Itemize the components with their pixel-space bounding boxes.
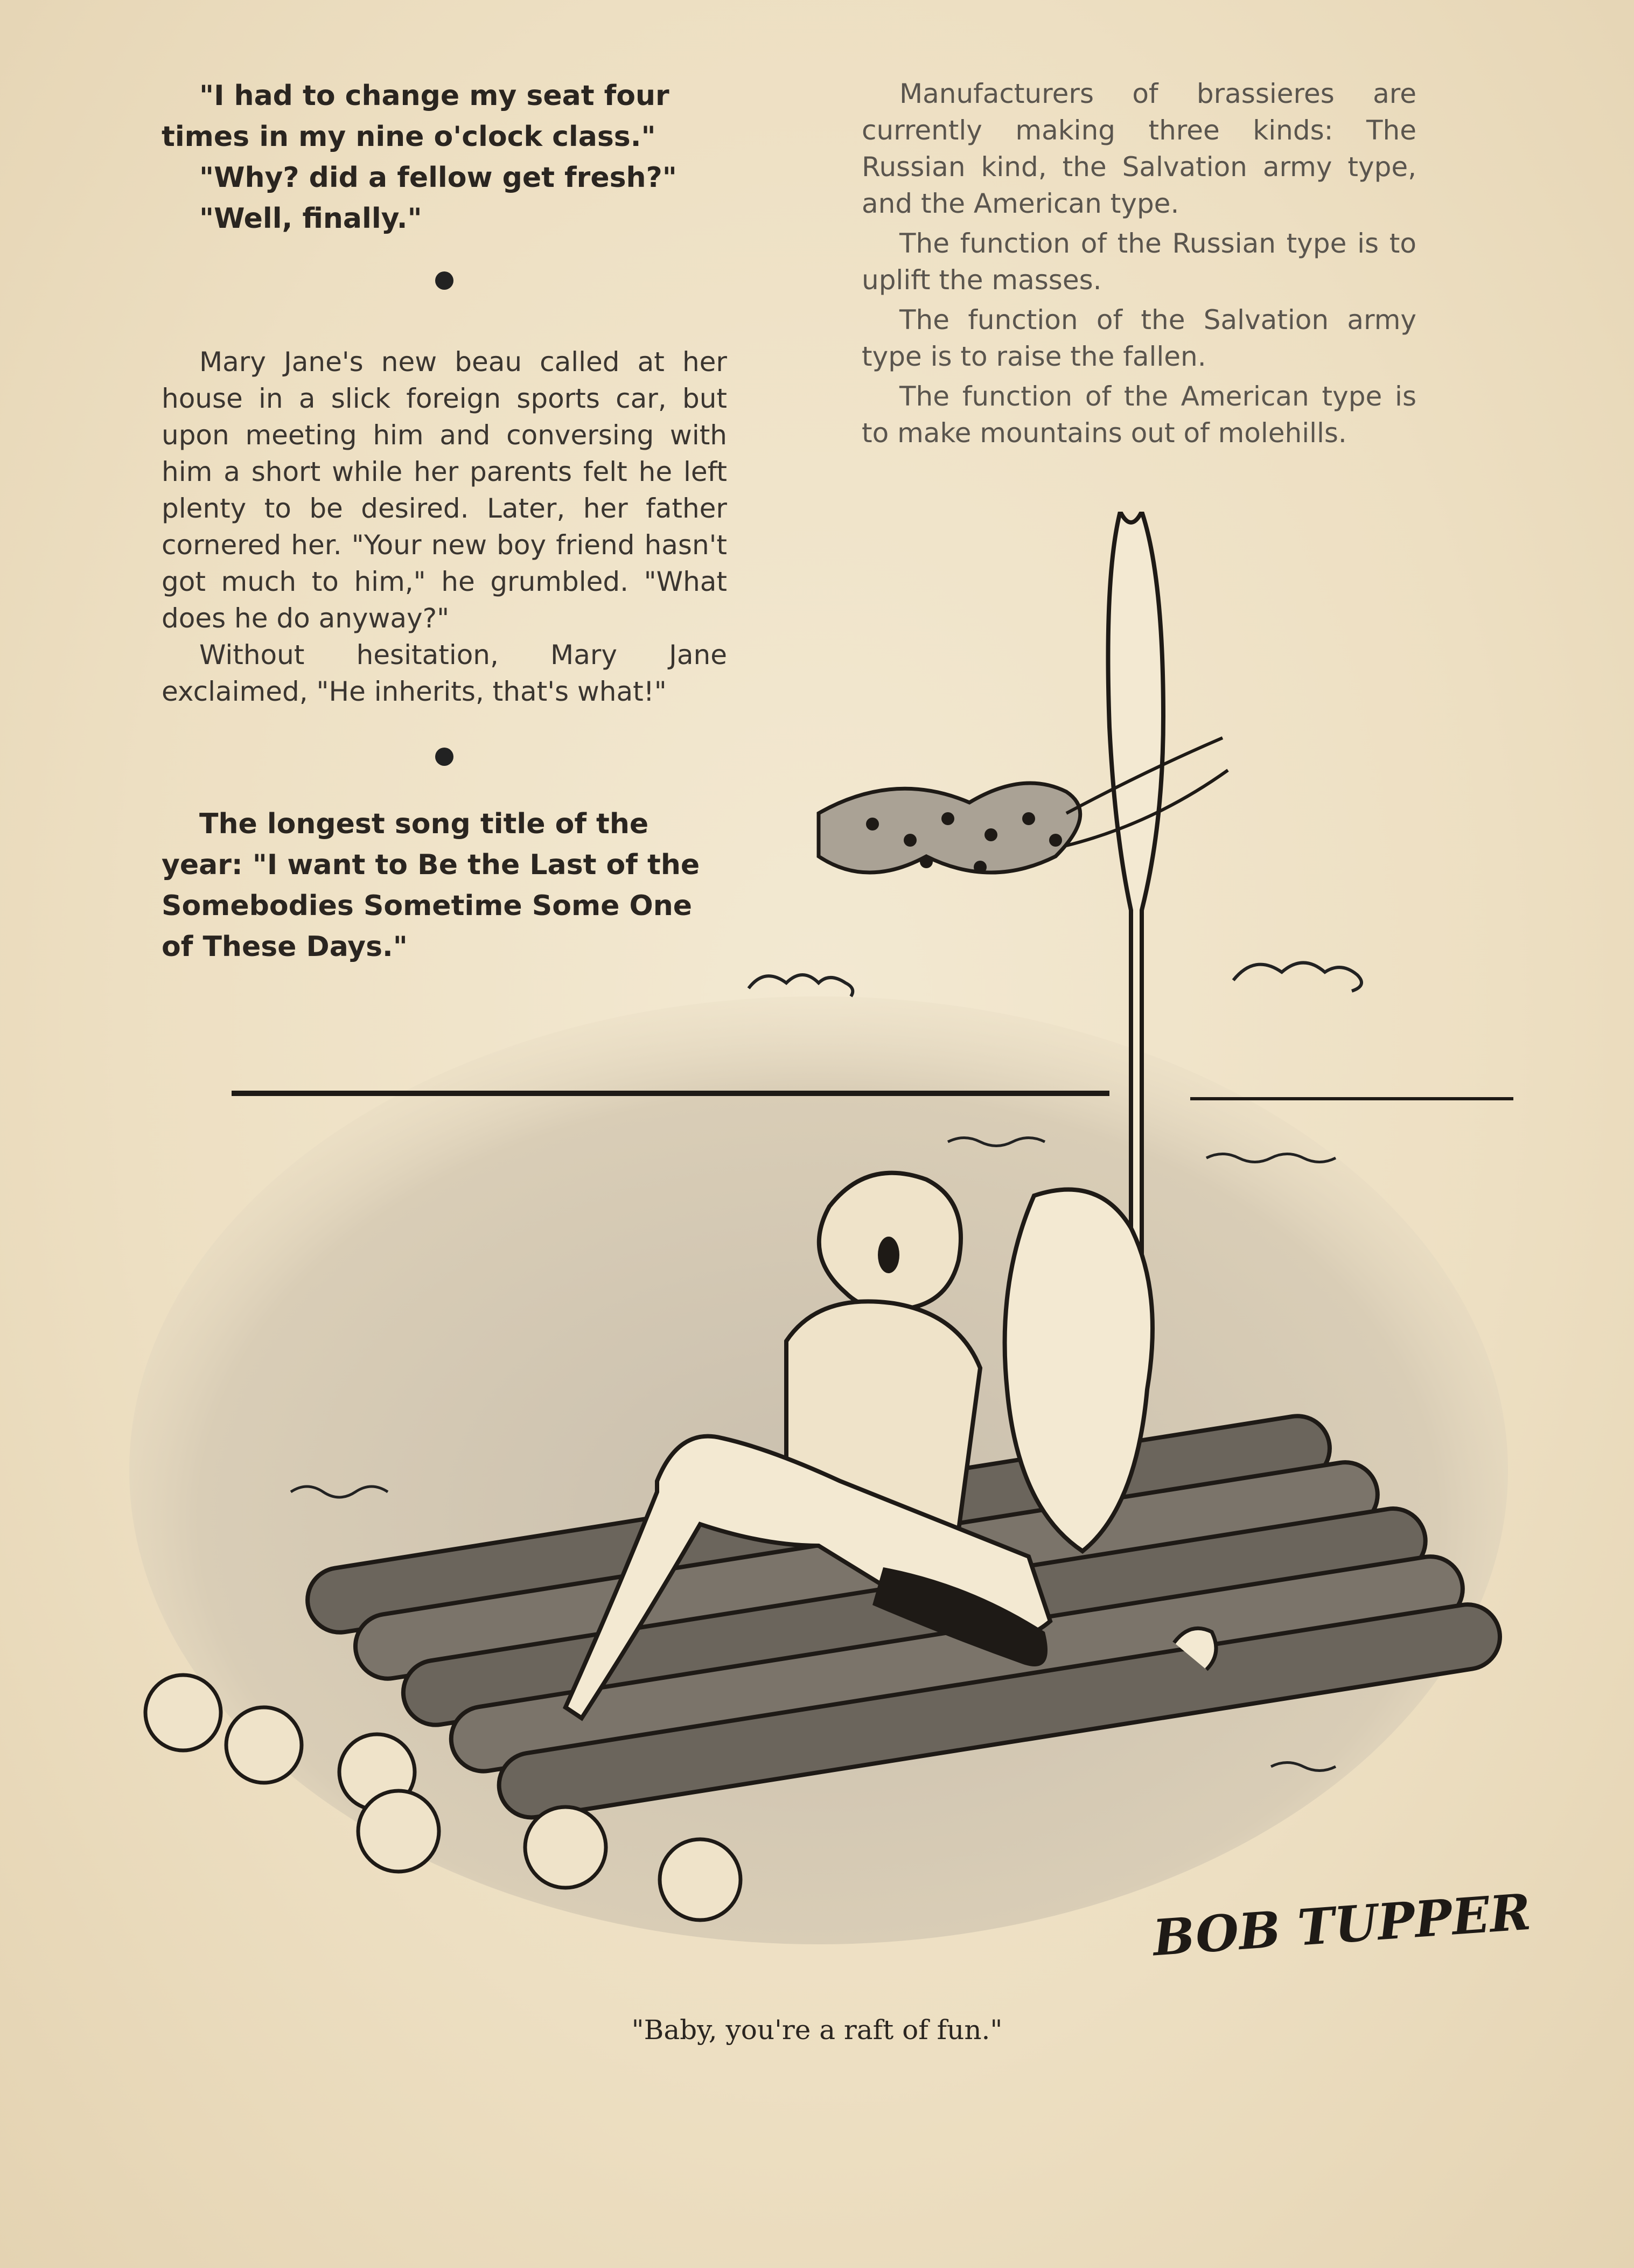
- joke-seat-change: [162, 75, 727, 239]
- raft-cartoon-illustration: [118, 512, 1519, 1966]
- cloud: [749, 975, 853, 996]
- polka-dot-bra: [819, 783, 1080, 873]
- song-paragraph: The longest song title of the year: "I want to Be the Last of the Somebodies Sometime Some One of These Days.": [162, 808, 700, 963]
- brassiere-paragraph: The function of the Salvation army type is to raise the fallen.: [862, 304, 1416, 372]
- brassiere-paragraph: The function of the American type is to make mountains out of molehills.: [862, 381, 1416, 449]
- joke2-paragraph: Mary Jane's new beau called at her house in a slick foreign sports car, but upon meeting him and conversing with him a short while her parents felt he left plenty to be desired. Later, her father cornered her. "Your new boy friend hasn't got much to him," he grumbled. "What does he do anyway?": [162, 346, 727, 634]
- joke1-line: "I had to change my seat four times in my nine o'clock class.": [162, 80, 669, 153]
- cartoon-caption: "Baby, you're a raft of fun.": [631, 2014, 1003, 2046]
- separator-bullet: [435, 271, 453, 290]
- joke1-line: "Well, finally.": [199, 203, 422, 235]
- brassiere-paragraph: The function of the Russian type is to uplift the masses.: [862, 228, 1416, 296]
- brassiere-paragraph: Manufacturers of brassieres are currently making three kinds: The Russian kind, the Salvation army type, and the American type.: [862, 78, 1416, 219]
- right-column: [862, 75, 1416, 455]
- joke1-line: "Why? did a fellow get fresh?": [199, 162, 677, 194]
- artist-signature: BOB TUPPER: [1151, 1882, 1533, 1967]
- joke2-paragraph: Without hesitation, Mary Jane exclaimed, "He inherits, that's what!": [162, 639, 727, 707]
- cloud: [1233, 963, 1361, 992]
